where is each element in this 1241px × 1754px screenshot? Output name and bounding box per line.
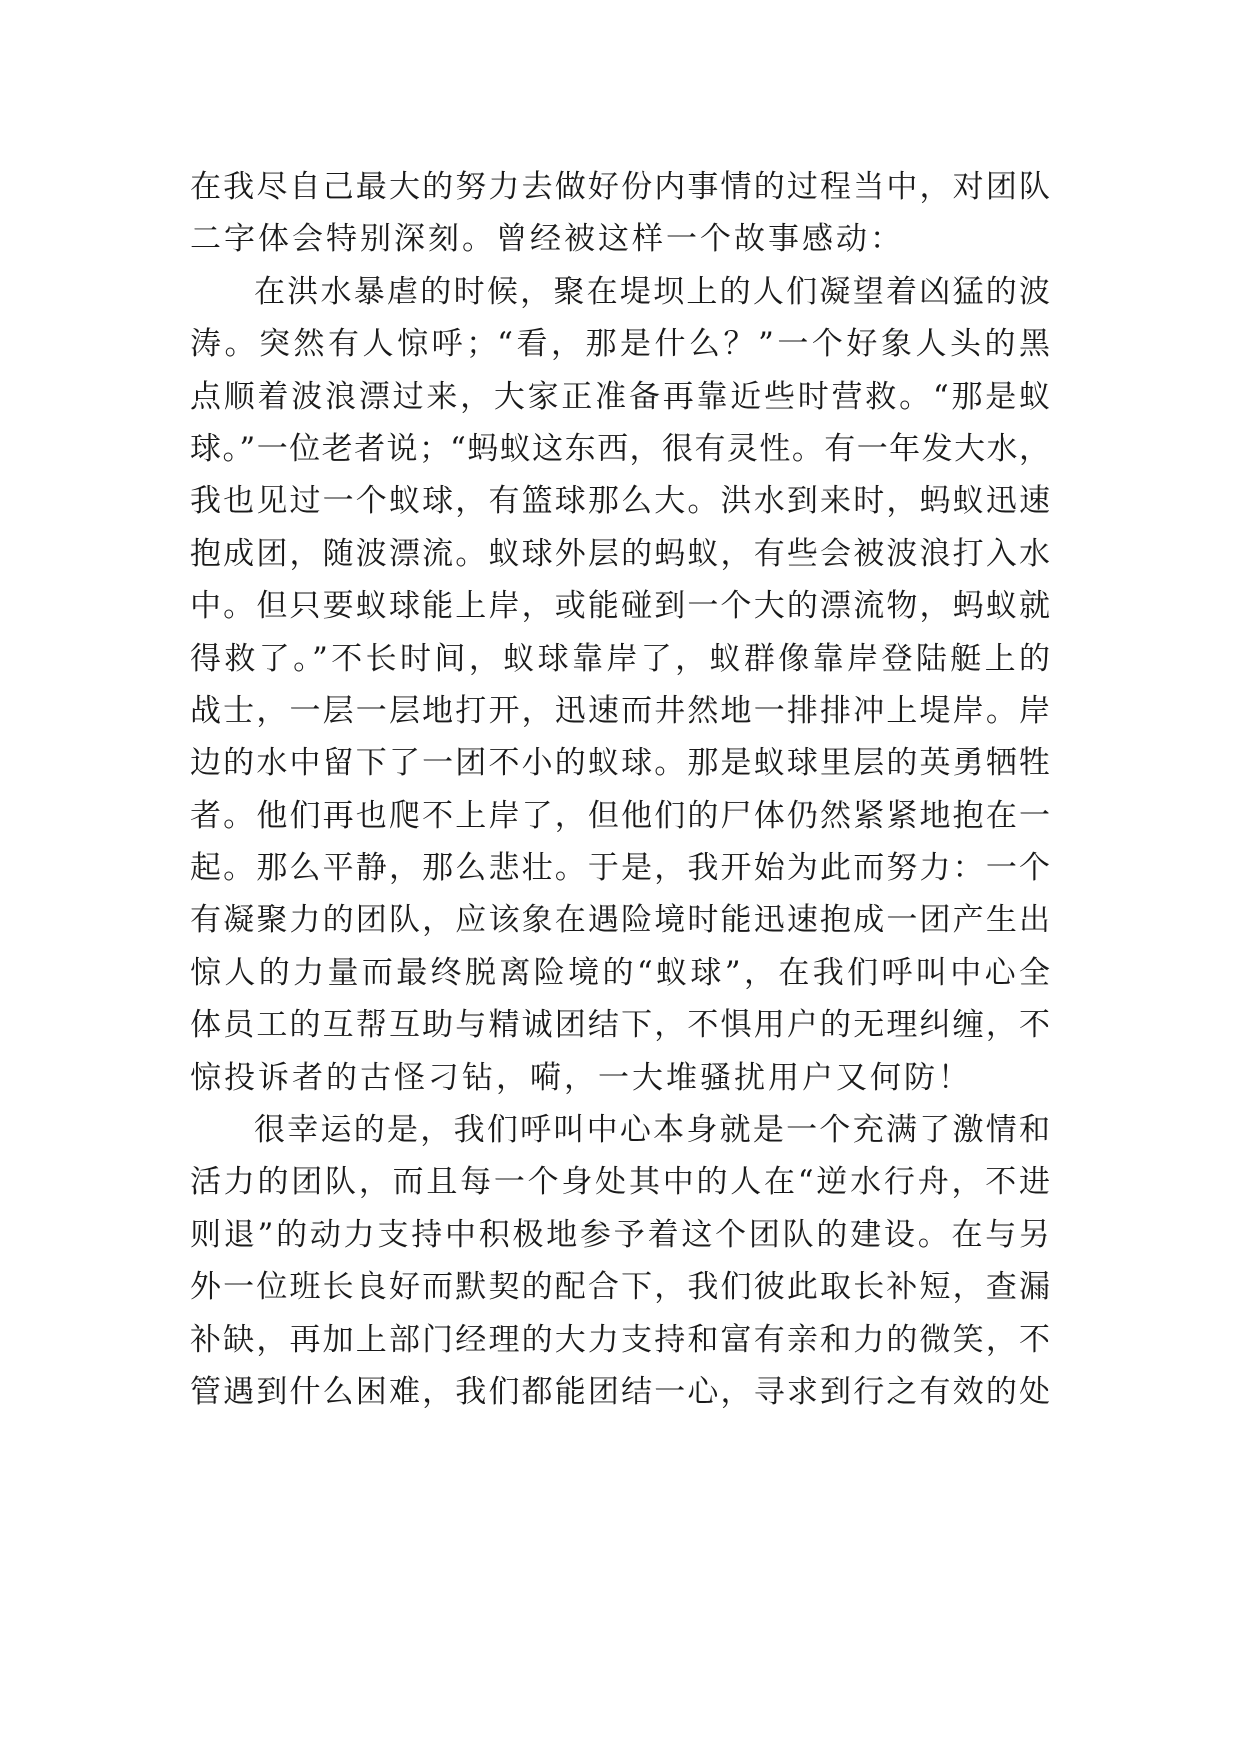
- text-line: 起。那么平静，那么悲壮。于是，我开始为此而努力：一个: [190, 850, 1050, 887]
- text-line: 球。”一位老者说；“蚂蚁这东西，很有灵性。有一年发大水，: [190, 430, 1050, 467]
- text-line: 边的水中留下了一团不小的蚁球。那是蚁球里层的英勇牺牲: [190, 745, 1050, 782]
- text-line: 外一位班长良好而默契的配合下，我们彼此取长补短，查漏: [190, 1269, 1050, 1306]
- text-line: 则退”的动力支持中积极地参予着这个团队的建设。在与另: [190, 1216, 1050, 1253]
- text-line: 体员工的互帮互助与精诚团结下，不惧用户的无理纠缠，不: [190, 1007, 1050, 1044]
- text-line: 得救了。”不长时间，蚁球靠岸了，蚁群像靠岸登陆艇上的: [190, 640, 1050, 677]
- text-line: 者。他们再也爬不上岸了，但他们的尸体仍然紧紧地抱在一: [190, 797, 1050, 834]
- text-line: 活力的团队，而且每一个身处其中的人在“逆水行舟，不进: [190, 1164, 1050, 1201]
- text-line: 在洪水暴虐的时候，聚在堤坝上的人们凝望着凶猛的波: [254, 273, 1050, 310]
- text-line: 点顺着波浪漂过来，大家正准备再靠近些时营救。“那是蚁: [190, 378, 1050, 415]
- text-line: 惊投诉者的古怪刁钻，嗬，一大堆骚扰用户又何防！: [190, 1059, 972, 1096]
- text-line: 很幸运的是，我们呼叫中心本身就是一个充满了激情和: [254, 1112, 1050, 1149]
- text-line: 中。但只要蚁球能上岸，或能碰到一个大的漂流物，蚂蚁就: [190, 588, 1050, 625]
- text-line: 在我尽自己最大的努力去做好份内事情的过程当中，对团队: [190, 169, 1050, 205]
- text-line: 补缺，再加上部门经理的大力支持和富有亲和力的微笑，不: [190, 1321, 1050, 1358]
- text-line: 抱成团，随波漂流。蚁球外层的蚂蚁，有些会被波浪打入水: [190, 535, 1050, 572]
- text-line: 我也见过一个蚁球，有篮球那么大。洪水到来时，蚂蚁迅速: [190, 483, 1050, 520]
- text-line: 有凝聚力的团队，应该象在遇险境时能迅速抱成一团产生出: [190, 902, 1050, 939]
- text-line: 惊人的力量而最终脱离险境的“蚁球”，在我们呼叫中心全: [190, 954, 1050, 991]
- text-line: 战士，一层一层地打开，迅速而井然地一排排冲上堤岸。岸: [190, 692, 1050, 729]
- body-text: [190, 161, 1050, 1418]
- text-line: 涛。突然有人惊呼；“看，那是什么？”一个好象人头的黑: [190, 326, 1050, 363]
- text-line: 管遇到什么困难，我们都能团结一心，寻求到行之有效的处: [190, 1373, 1050, 1410]
- text-line: 二字体会特别深刻。曾经被这样一个故事感动：: [190, 221, 904, 258]
